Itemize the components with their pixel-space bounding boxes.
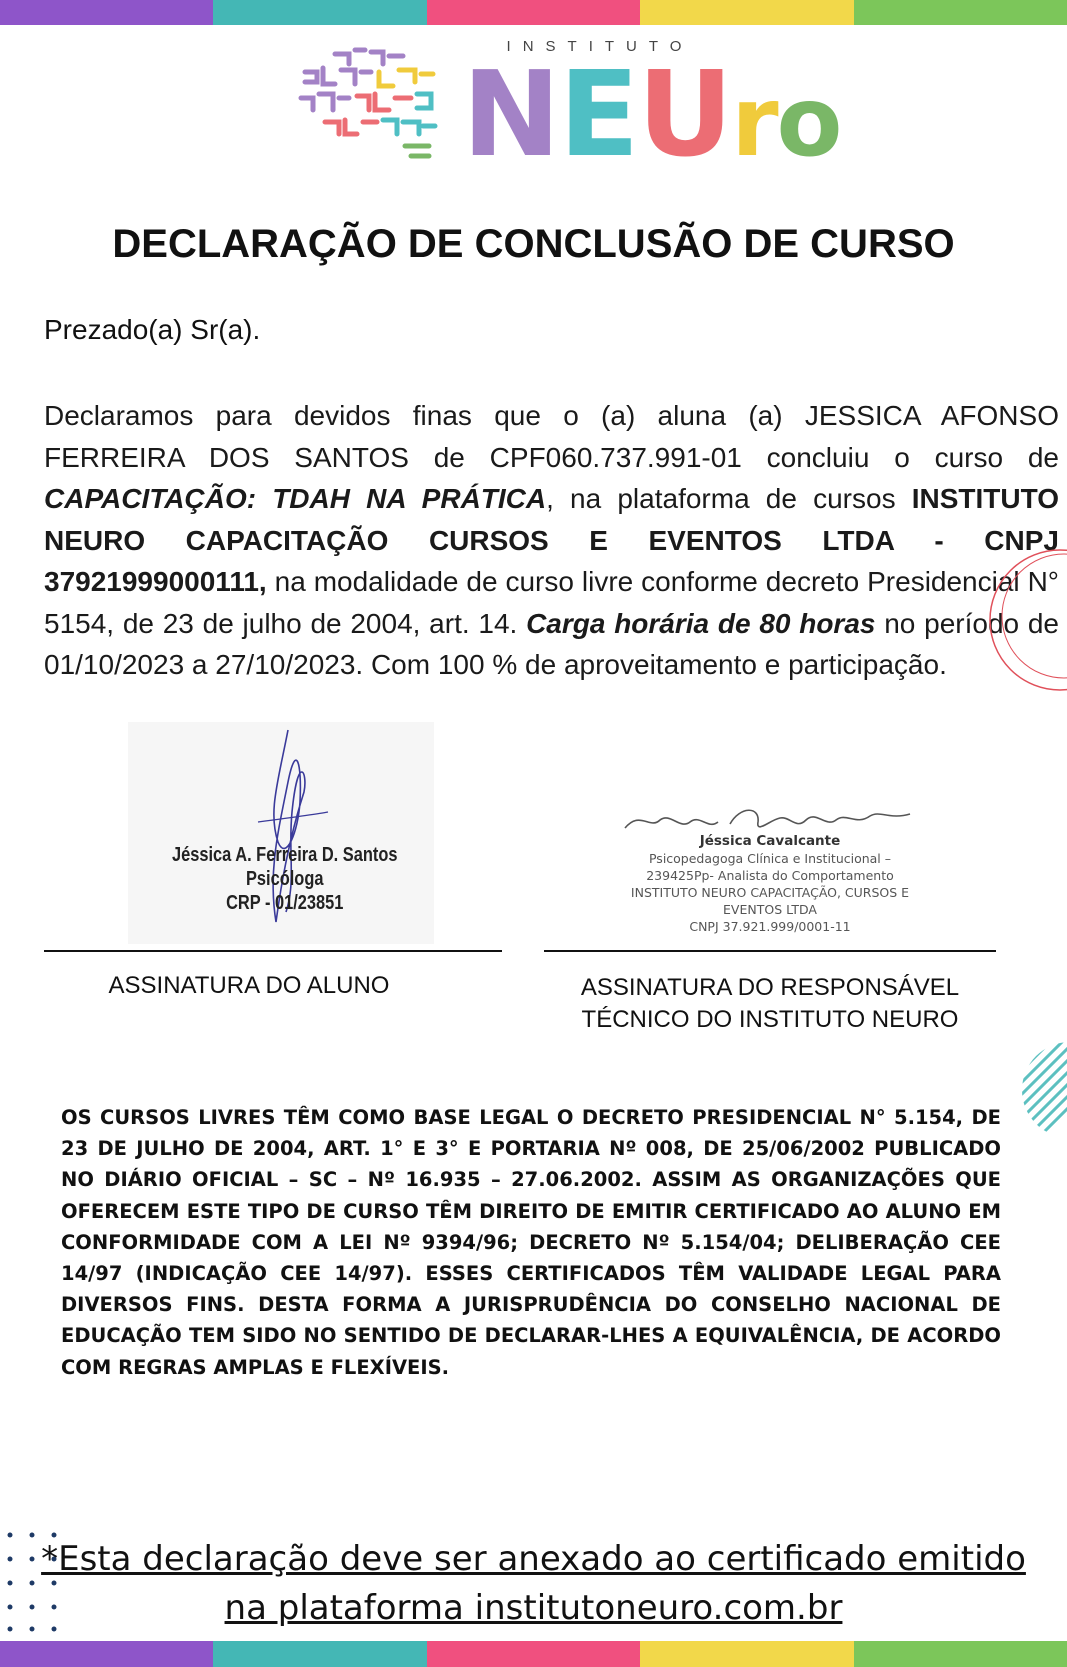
logo-letter: r [731, 66, 775, 178]
color-segment [213, 0, 426, 25]
stamp-line: EVENTOS LTDA [723, 902, 817, 917]
color-segment [213, 1641, 426, 1667]
greeting: Prezado(a) Sr(a). [44, 314, 261, 345]
stamp-line: Psicóloga [245, 868, 324, 890]
body-text: no período de 01/10/2023 a 27/10/2023. Com 100 % de aproveitamento e participação. [44, 607, 1059, 680]
stamp-line: Jéssica A. Ferreira D. Santos [172, 844, 398, 866]
page-title: DECLARAÇÃO DE CONCLUSÃO DE CURSO [112, 222, 955, 266]
logo-letter: E [558, 45, 636, 183]
label-line: TÉCNICO DO INSTITUTO NEURO [581, 1006, 959, 1033]
body-text: na modalidade de curso livre conforme decreto Presidencial N° 5154, de 23 de julho de 2004, art. 14. [44, 566, 1059, 639]
label-line: ASSINATURA DO RESPONSÁVEL [580, 974, 960, 1001]
logo-letter: o [776, 66, 839, 178]
stamp-line: CRP - 01/23851 [226, 892, 344, 914]
logo-letter: N [462, 45, 557, 183]
color-segment [854, 1641, 1067, 1667]
brain-logo-icon [295, 42, 455, 170]
color-segment [427, 0, 640, 25]
stamp-line: CNPJ 37.921.999/0001-11 [689, 919, 851, 934]
footer-line: *Esta declaração deve ser anexado ao certificado emitido [41, 1539, 1026, 1579]
footer-link[interactable]: na plataforma institutoneuro.com.br [224, 1588, 843, 1628]
body-text: Declaramos para devidos finas que o (a) aluna (a) JESSICA AFONSO FERREIRA DOS SANTOS de CPF060.737.991-01 concluiu o curso de [44, 400, 1059, 473]
top-color-bar [0, 0, 1067, 25]
responsible-signature-label [544, 972, 996, 1036]
color-segment [854, 0, 1067, 25]
color-segment [640, 0, 853, 25]
color-segment [0, 1641, 213, 1667]
company-name: INSTITUTO NEURO CAPACITAÇÃO CURSOS E EVENTOS LTDA - CNPJ 37921999000111, [44, 483, 1059, 597]
stamp-line: INSTITUTO NEURO CAPACITAÇÃO, CURSOS E [630, 885, 910, 900]
signature-line-student [44, 950, 502, 952]
logo-subtitle: INSTITUTO [506, 38, 694, 55]
stamp-line: Jéssica Cavalcante [699, 833, 841, 849]
color-segment [0, 0, 213, 25]
body-text: , na plataforma de cursos [546, 483, 912, 514]
footer-note [0, 1535, 1067, 1633]
bottom-color-bar [0, 1641, 1067, 1667]
responsible-stamp [560, 833, 980, 935]
stamp-line: 239425Pp- Analista do Comportamento [646, 868, 894, 883]
decorative-stripes-icon [1020, 1040, 1067, 1150]
declaration-body [44, 395, 1059, 686]
decorative-circle-icon [980, 540, 1067, 700]
color-segment [640, 1641, 853, 1667]
student-stamp [172, 843, 397, 915]
signature-line-responsible [544, 950, 996, 952]
color-segment [427, 1641, 640, 1667]
legal-notice: OS CURSOS LIVRES TÊM COMO BASE LEGAL O DECRETO PRESIDENCIAL N° 5.154, DE 23 DE JULHO DE 2004, ART. 1° E 3° E PORTARIA Nº 008, DE 25/06/2002 PUBLICADO NO DIÁRIO OFICIAL – SC – Nº 16.935 – 27.06.2002. ASSIM AS ORGANIZAÇÕES QUE OFERECEM ESTE TIPO DE CURSO TÊM DIREITO DE EMITIR CERTIFICADO AO ALUNO EM CONFORMIDADE COM A LEI Nº 9394/96; DECRETO Nº 5.154/04; DELIBERAÇÃO CEE 14/97 (INDICAÇÃO CEE 14/97). ESSES CERTIFICADOS TÊM VALIDADE LEGAL PARA DIVERSOS FINS. DESTA FORMA A JURISPRUDÊNCIA DO CONSELHO NACIONAL DE EDUCAÇÃO TEM SIDO NO SENTIDO DE DECLARAR-LHES A EQUIVALÊNCIA, DE ACORDO COM REGRAS AMPLAS E FLEXÍVEIS. [61, 1106, 1001, 1379]
stamp-line: Psicopedagoga Clínica e Institucional – [648, 851, 892, 866]
logo-letter: U [637, 45, 730, 183]
course-name: CAPACITAÇÃO: TDAH NA PRÁTICA [44, 483, 547, 514]
workload: Carga horária de 80 horas [526, 607, 876, 639]
student-signature-label: ASSINATURA DO ALUNO [108, 972, 390, 999]
